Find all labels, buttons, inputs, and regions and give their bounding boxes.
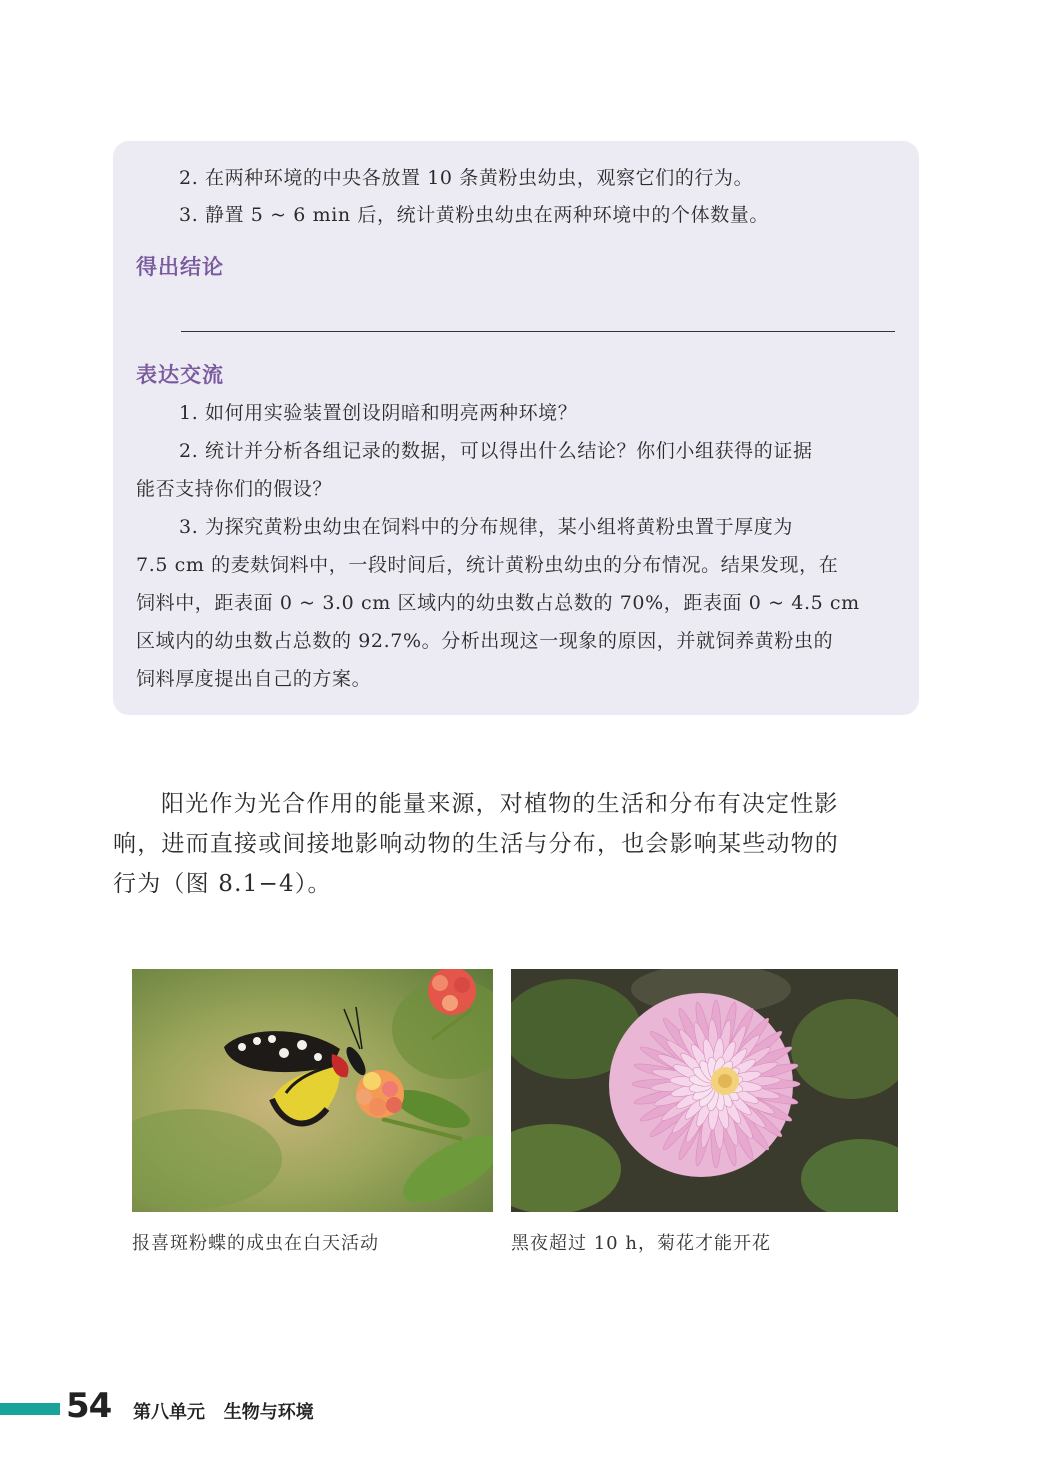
body-paragraph-line-3: 行为（图 8.1−4）。 [113,871,332,897]
question-3-line-2: 7.5 cm 的麦麸饲料中，一段时间后，统计黄粉虫幼虫的分布情况。结果发现，在 [136,554,839,576]
activity-box [113,141,919,715]
step-3-text: 3. 静置 5 ~ 6 min 后，统计黄粉虫幼虫在两种环境中的个体数量。 [179,204,769,226]
question-2-line-1: 2. 统计并分析各组记录的数据，可以得出什么结论？你们小组获得的证据 [179,440,813,462]
chrysanthemum-photo [511,969,898,1212]
discuss-heading: 表达交流 [136,363,224,387]
butterfly-photo [132,969,493,1212]
body-paragraph-line-2: 响，进而直接或间接地影响动物的生活与分布，也会影响某些动物的 [113,831,839,857]
question-3-line-5: 饲料厚度提出自己的方案。 [136,668,372,690]
chrysanthemum-caption: 黑夜超过 10 h，菊花才能开花 [511,1233,771,1254]
question-3-line-4: 区域内的幼虫数占总数的 92.7%。分析出现这一现象的原因，并就饲养黄粉虫的 [136,630,834,652]
answer-line [181,331,895,332]
step-2-text: 2. 在两种环境的中央各放置 10 条黄粉虫幼虫，观察它们的行为。 [179,167,754,189]
question-3-line-1: 3. 为探究黄粉虫幼虫在饲料中的分布规律，某小组将黄粉虫置于厚度为 [179,516,793,538]
unit-title: 第八单元 生物与环境 [133,1402,314,1423]
question-1: 1. 如何用实验装置创设阴暗和明亮两种环境？ [179,402,578,424]
butterfly-caption: 报喜斑粉蝶的成虫在白天活动 [132,1233,379,1254]
question-3-line-3: 饲料中，距表面 0 ~ 3.0 cm 区域内的幼虫数占总数的 70%，距表面 0 ~ 4.5 cm [136,592,860,614]
question-2-line-2: 能否支持你们的假设？ [136,478,333,500]
footer-accent-bar [0,1403,60,1415]
page-number: 54 [66,1386,112,1426]
body-paragraph-line-1: 阳光作为光合作用的能量来源，对植物的生活和分布有决定性影 [161,791,839,817]
conclusion-heading: 得出结论 [136,255,224,279]
